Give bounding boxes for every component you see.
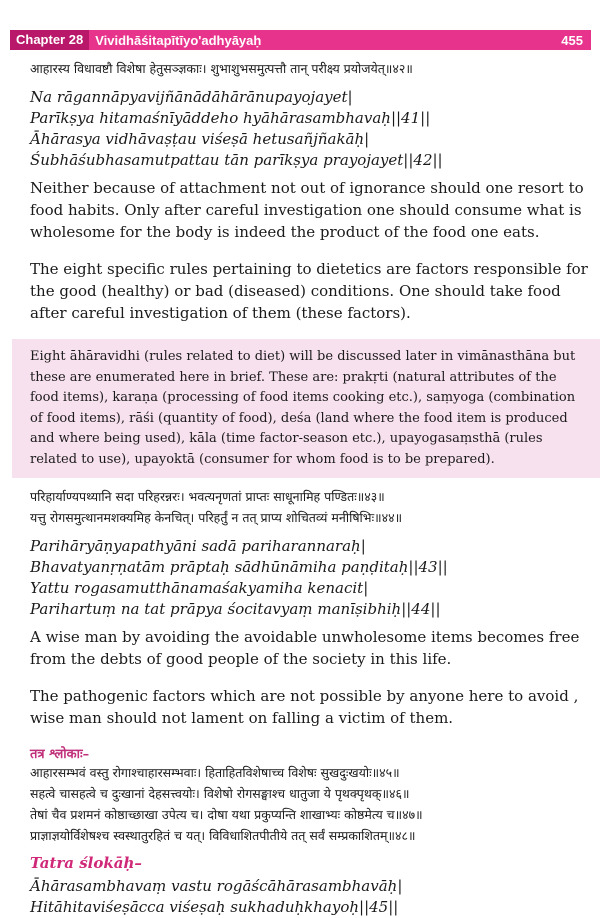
page-number: 455 <box>561 32 583 48</box>
translation-paragraph: The pathogenic factors which are not possible by anyone here to avoid , wise man should not lament on falling a victim of them. <box>30 687 579 727</box>
translation-paragraph: A wise man by avoiding the avoidable unwholesome items becomes free from the debts of good people of the society in this life. <box>30 628 580 668</box>
translation-paragraph: Neither because of attachment not out of ignorance should one resort to food habits. Only after careful investigation one should consume what is wholesome for the body is indeed the product of the food one eats. <box>30 179 584 241</box>
translit-line: Yattu rogasamutthānamaśakyamiha kenacit| <box>30 579 369 597</box>
sanskrit-line: तेषां चैव प्रशमनं कोष्ठाच्छाखा उपेत्य च। दोषा यथा प्रकुप्यन्ति शाखाभ्यः कोष्ठमेत्य च॥४७॥ <box>30 807 423 822</box>
transliteration-41-42 <box>30 87 588 171</box>
sanskrit-line: यत्तु रोगसमुत्थानमशक्यमिह केनचित्। परिहर्तुं न तत् प्राप्य शोचितव्यं मनीषिभिः॥४४॥ <box>30 510 403 525</box>
running-header <box>10 30 591 50</box>
chapter-title: Vividhāśitapītīyo'adhyāyaḥ <box>95 32 262 48</box>
translit-line: Na rāgannāpyavijñānādāhārānupayojayet| <box>30 88 353 106</box>
transliteration-45 <box>30 876 588 918</box>
translit-line: Āhārasya vidhāvaṣṭau viśeṣā hetusañjñakāḥ| <box>30 130 370 148</box>
chapter-label: Chapter 28 <box>10 30 89 50</box>
sanskrit-verse-42: आहारस्य विधावष्टौ विशेषा हेतुसञ्ज्ञकाः। शुभाशुभसमुत्पत्तौ तान् परीक्ष्य प्रयोजयेत्॥४२॥ <box>30 61 413 76</box>
sanskrit-line: प्राज्ञाज्ञयोर्विशेषश्च स्वस्थातुरहितं च यत्। विविधाशितपीतीये तत् सर्वं सम्प्रकाशितम्॥४८॥ <box>30 828 416 843</box>
summary-verses-heading: तत्र श्लोकाः– <box>30 747 90 762</box>
translit-line: Parihāryāṇyapathyāni sadā pariharannaraḥ| <box>30 537 366 555</box>
translit-line: Parihartuṃ na tat prāpya śocitavyaṃ manīṣibhiḥ||44|| <box>30 600 441 618</box>
sanskrit-line: सहत्वे चासहत्वे च दुःखानां देहसत्त्वयोः। विशेषो रोगसङ्घाश्च धातुजा ये पृथक्पृथक्॥४६॥ <box>30 786 410 801</box>
translit-line: Śubhāśubhasamutpattau tān parīkṣya prayojayet||42|| <box>30 151 443 169</box>
commentary-box: Eight āhāravidhi (rules related to diet) will be discussed later in vimānasthāna but these are enumerated here in brief. These are: prakṛti (natural attributes of the food items), karaṇa (processing of food items cooking etc.), saṃyoga (combination of food items), rāśi (quantity of food), deśa (land where the food item is produced and where being used), kāla (time factor-season etc.), upayogasaṃsthā (rules related to use), upayoktā (consumer for whom food is to be prepared). <box>12 339 600 478</box>
translit-line: Hitāhitaviśeṣācca viśeṣaḥ sukhaduḥkhayoḥ||45|| <box>30 898 399 916</box>
sanskrit-line: आहारसम्भवं वस्तु रोगाश्चाहारसम्भवाः। हिताहितविशेषाच्च विशेषः सुखदुःखयोः॥४५॥ <box>30 765 400 780</box>
sanskrit-verses-45-48 <box>30 762 588 846</box>
page-body <box>30 58 588 918</box>
translation-paragraph: The eight specific rules pertaining to dietetics are factors responsible for the good (healthy) or bad (diseased) conditions. One should take food after careful investigation of them (these factors). <box>30 260 588 322</box>
translit-line: Parīkṣya hitamaśnīyāddeho hyāhārasambhavaḥ||41|| <box>30 109 431 127</box>
sanskrit-line: परिहार्याण्यपथ्यानि सदा परिहरन्नरः। भवत्यनृणतां प्राप्तः साधूनामिह पण्डितः॥४३॥ <box>30 489 385 504</box>
tatra-slokah-heading: Tatra ślokāḥ– <box>30 854 142 872</box>
sanskrit-verses-43-44 <box>30 486 588 528</box>
translit-line: Bhavatyanṛṇatām prāptaḥ sādhūnāmiha paṇḍitaḥ||43|| <box>30 558 448 576</box>
translit-line: Āhārasambhavaṃ vastu rogāścāhārasambhavāḥ| <box>30 877 403 895</box>
transliteration-43-44 <box>30 536 588 620</box>
